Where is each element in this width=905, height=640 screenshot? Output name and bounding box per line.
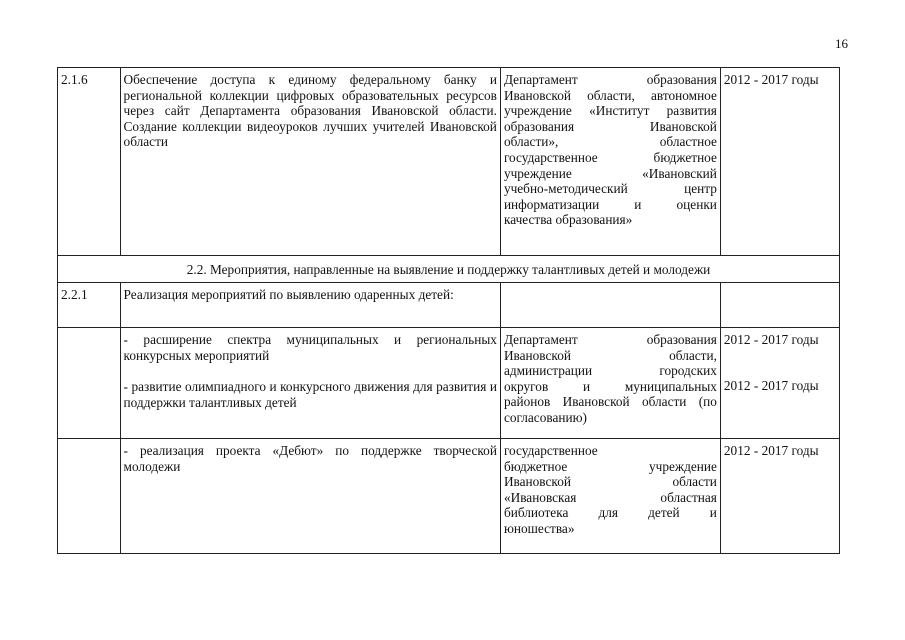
executor-line: Департамент образования	[503, 332, 717, 347]
period-cell: 2012 - 2017 годы	[720, 68, 839, 256]
executor-line: государственное бюджетное	[503, 149, 717, 165]
activity-item: - развитие олимпиадного и конкурсного движения для развития и поддержки талантливых детей	[123, 379, 497, 410]
activity-item: - расширение спектра муниципальных и региональных конкурсных мероприятий	[123, 332, 497, 363]
executor-line: области», областное	[503, 134, 717, 150]
row-number: 2.1.6	[58, 68, 121, 256]
executor-line: Ивановской области, автономное	[503, 87, 717, 103]
executor-cell	[500, 68, 720, 256]
table-row	[58, 283, 840, 328]
activity-description: Обеспечение доступа к единому федеральному банку и региональной коллекции цифровых образовательных ресурсов через сайт Департамента образования Ивановской области. Создание коллекции видеоуроков лучших учителей Ивановской области	[120, 68, 500, 256]
executor-line: юношества»	[503, 520, 575, 536]
executor-cell	[500, 283, 720, 328]
executor-line: учреждение «Ивановский	[503, 165, 717, 181]
period-cell: 2012 - 2017 годы	[720, 439, 839, 554]
activity-description	[120, 328, 500, 439]
executor-line: Ивановской области	[503, 474, 717, 490]
executor-line: бюджетное учреждение	[503, 458, 717, 474]
row-number	[58, 439, 121, 554]
row-number: 2.2.1	[58, 283, 121, 328]
activity-description: - реализация проекта «Дебют» по поддержке творческой молодежи	[120, 439, 500, 554]
executor-cell	[500, 439, 720, 554]
table-row	[58, 439, 840, 554]
executor-line: Департамент образования	[503, 72, 717, 87]
executor-line: районов Ивановской области (по	[503, 394, 717, 410]
executor-line: качества образования»	[503, 212, 633, 228]
executor-line: образования Ивановской	[503, 118, 717, 134]
section-title: 2.2. Мероприятия, направленные на выявление и поддержку талантливых детей и молодежи	[58, 256, 840, 283]
executor-cell	[500, 328, 720, 439]
page-number: 16	[835, 36, 848, 51]
executor-line: государственное	[503, 443, 598, 458]
executor-line: «Ивановская областная	[503, 489, 717, 505]
period-value: 2012 - 2017 годы	[723, 332, 819, 347]
executor-line: Ивановской области,	[503, 347, 717, 363]
executor-line: администрации городских	[503, 363, 717, 379]
executor-line: учебно-методический центр	[503, 181, 717, 197]
period-cell	[720, 328, 839, 439]
activity-description: Реализация мероприятий по выявлению одаренных детей:	[120, 283, 500, 328]
executor-line: информатизации и оценки	[503, 196, 717, 212]
table-row	[58, 328, 840, 439]
section-header-row	[58, 256, 840, 283]
period-value: 2012 - 2017 годы	[723, 377, 819, 393]
period-cell	[720, 283, 839, 328]
executor-line: округов и муниципальных	[503, 378, 717, 394]
executor-line: согласованию)	[503, 409, 587, 425]
executor-line: библиотека для детей и	[503, 505, 717, 521]
table-row	[58, 68, 840, 256]
program-activities-table	[57, 67, 840, 554]
row-number	[58, 328, 121, 439]
executor-line: учреждение «Институт развития	[503, 103, 717, 119]
